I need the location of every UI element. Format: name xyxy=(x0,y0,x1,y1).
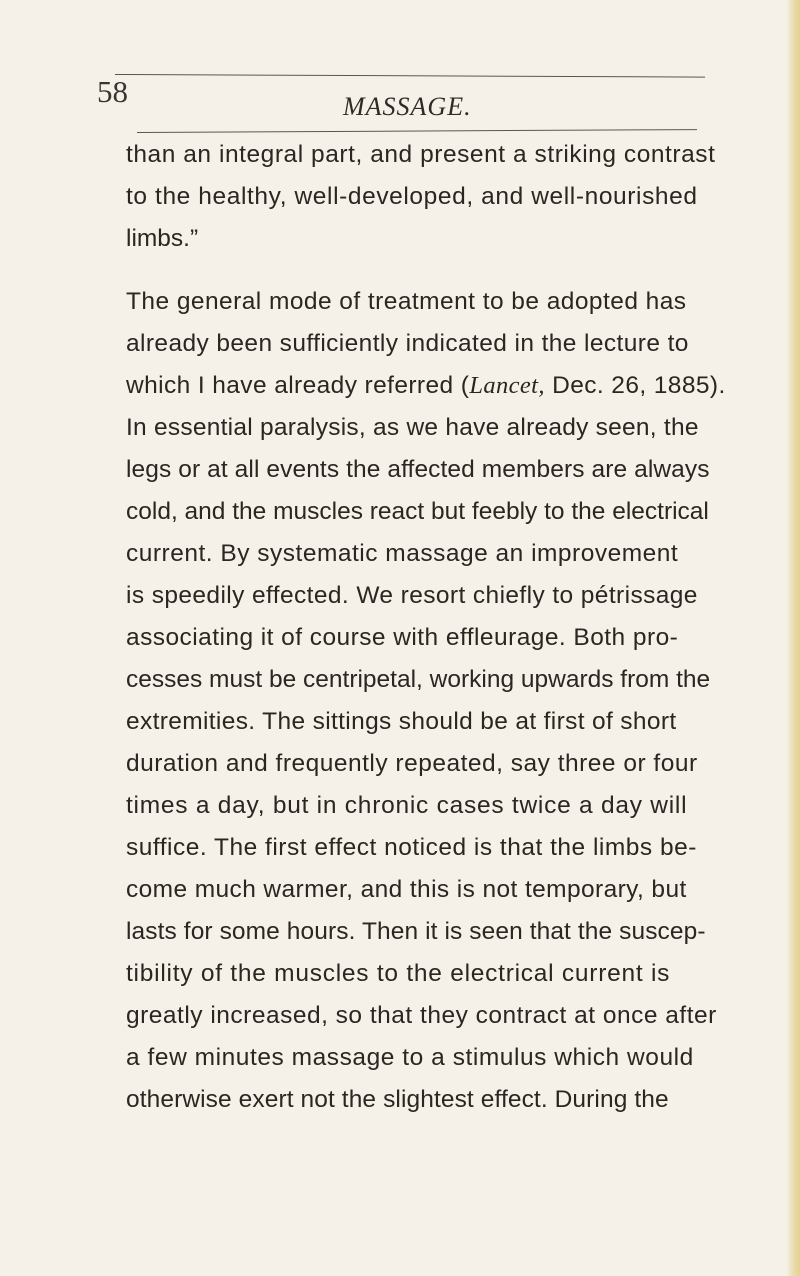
text-line: suffice. The first effect noticed is that the limbs be- xyxy=(126,834,697,861)
text-line: already been sufficiently indicated in the lecture to xyxy=(126,330,689,357)
header-rule-top xyxy=(115,74,705,78)
text-line: tibility of the muscles to the electrical current is xyxy=(126,960,671,987)
text-line: limbs.” xyxy=(126,225,199,252)
text-line: lasts for some hours. Then it is seen that the suscep- xyxy=(126,918,706,945)
text-line: current. By systematic massage an improvement xyxy=(126,540,679,567)
text-line: than an integral part, and present a striking contrast xyxy=(126,141,716,168)
text-line: The general mode of treatment to be adopted has xyxy=(126,288,687,315)
text-line: duration and frequently repeated, say three or four xyxy=(126,750,698,777)
page-number: 58 xyxy=(97,74,128,109)
header-rule-bottom xyxy=(137,129,697,133)
page-header xyxy=(97,62,707,132)
text-line: greatly increased, so that they contract at once after xyxy=(126,1002,717,1029)
text-line: cesses must be centripetal, working upwards from the xyxy=(126,666,711,693)
text-line: a few minutes massage to a stimulus which would xyxy=(126,1044,694,1071)
citation-title: Lancet, xyxy=(469,372,545,399)
text-line: In essential paralysis, as we have already seen, the xyxy=(126,414,699,441)
text-fragment: which I have already referred ( xyxy=(126,372,470,399)
text-line: to the healthy, well-developed, and well-nourished xyxy=(126,183,698,210)
text-line: is speedily effected. We resort chiefly to pétrissage xyxy=(126,582,698,609)
text-line: come much warmer, and this is not temporary, but xyxy=(126,876,687,903)
text-line: extremities. The sittings should be at first of short xyxy=(126,708,677,735)
text-fragment: Dec. 26, 1885). xyxy=(544,372,726,399)
running-head: MASSAGE. xyxy=(343,92,472,121)
text-line: legs or at all events the affected members are always xyxy=(126,456,710,483)
page-edge xyxy=(786,0,800,1276)
text-line: otherwise exert not the slightest effect. During the xyxy=(126,1086,669,1113)
text-line: associating it of course with effleurage. Both pro- xyxy=(126,624,679,651)
text-line: cold, and the muscles react but feebly to the electrical xyxy=(126,498,709,525)
text-line xyxy=(126,369,726,403)
text-line: times a day, but in chronic cases twice a day will xyxy=(126,792,688,819)
